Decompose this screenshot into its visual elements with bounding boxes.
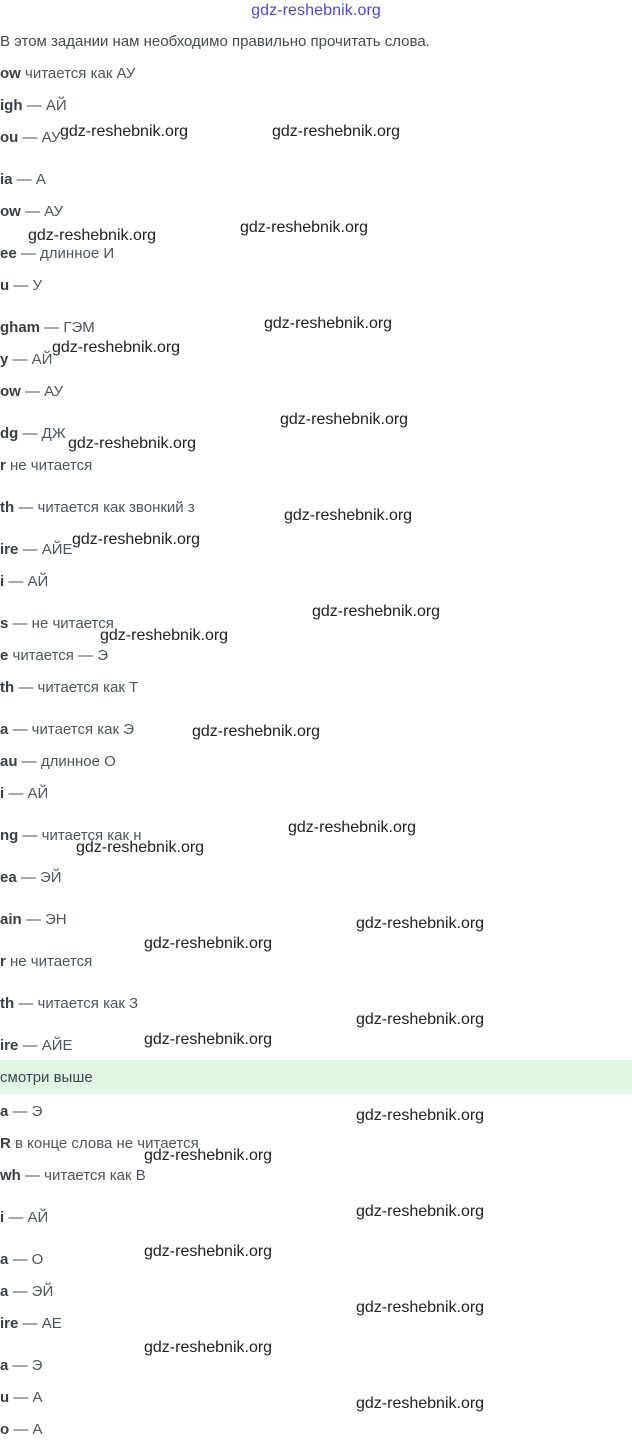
list-item	[0, 995, 138, 1012]
pronunciation: — АЙ	[4, 785, 49, 802]
pronunciation: — Э	[8, 1103, 43, 1120]
list-item	[0, 277, 42, 294]
letter-combination: r	[0, 457, 6, 474]
list-item	[0, 425, 66, 442]
watermark: gdz-reshebnik.org	[68, 435, 197, 452]
list-item	[0, 869, 62, 886]
list-item	[0, 785, 48, 802]
list-item	[0, 615, 114, 632]
pronunciation: читается — Э	[8, 647, 109, 664]
watermark: gdz-reshebnik.org	[356, 1011, 485, 1028]
letter-combination: e	[0, 647, 9, 664]
list-item	[0, 1209, 48, 1226]
list-item	[0, 1315, 62, 1332]
pronunciation: — АЕ	[18, 1315, 62, 1332]
letter-combination: i	[0, 785, 5, 802]
letter-combination: ire	[0, 1315, 19, 1332]
pronunciation: — АЙ	[8, 351, 53, 368]
letter-combination: r	[0, 953, 6, 970]
watermark: gdz-reshebnik.org	[288, 819, 417, 836]
letter-combination: au	[0, 753, 18, 770]
pronunciation: — АЙ	[4, 573, 49, 590]
pronunciation: — ЭЙ	[8, 1283, 54, 1300]
letter-combination: ow	[0, 383, 21, 400]
list-item	[0, 499, 195, 516]
highlighted-row-text: смотри выше	[0, 1069, 93, 1086]
list-item	[0, 1389, 43, 1406]
list-item	[0, 457, 92, 474]
list-item	[0, 203, 63, 220]
pronunciation: — читается как В	[20, 1167, 146, 1184]
letter-combination: a	[0, 1103, 9, 1120]
pronunciation: — У	[9, 277, 43, 294]
letter-combination: ire	[0, 541, 19, 558]
watermark: gdz-reshebnik.org	[144, 1339, 273, 1356]
header-watermark: gdz-reshebnik.org	[251, 2, 381, 19]
pronunciation: — читается как н	[18, 827, 142, 844]
watermark: gdz-reshebnik.org	[28, 227, 157, 244]
letter-combination: u	[0, 277, 10, 294]
list-item	[0, 1421, 43, 1438]
watermark: gdz-reshebnik.org	[240, 219, 369, 236]
pronunciation: — О	[8, 1251, 44, 1268]
pronunciation: не читается	[5, 953, 93, 970]
letter-combination: ia	[0, 171, 13, 188]
pronunciation: — ДЖ	[18, 425, 66, 442]
list-item	[0, 319, 95, 336]
pronunciation: — Э	[8, 1357, 43, 1374]
letter-combination: igh	[0, 97, 23, 114]
letter-combination: a	[0, 1251, 9, 1268]
list-item	[0, 1167, 146, 1184]
letter-combination: R	[0, 1135, 11, 1152]
pronunciation: — А	[12, 171, 46, 188]
watermark: gdz-reshebnik.org	[356, 1203, 485, 1220]
list-item	[0, 383, 63, 400]
letter-combination: gham	[0, 319, 41, 336]
watermark: gdz-reshebnik.org	[312, 603, 441, 620]
intro-text: В этом задании нам необходимо правильно прочитать слова.	[0, 33, 430, 50]
watermark: gdz-reshebnik.org	[60, 123, 189, 140]
watermark: gdz-reshebnik.org	[144, 1147, 273, 1164]
pronunciation: — читается как Э	[8, 721, 134, 738]
pronunciation: — АЙЕ	[18, 1037, 73, 1054]
list-item	[0, 97, 67, 114]
watermark: gdz-reshebnik.org	[356, 1299, 485, 1316]
highlighted-row	[0, 1060, 632, 1094]
list-item	[0, 753, 116, 770]
list-item	[0, 953, 92, 970]
pronunciation: читается как АУ	[20, 65, 136, 82]
list-item	[0, 245, 114, 262]
letter-combination: a	[0, 721, 9, 738]
pronunciation: — АЙЕ	[18, 541, 73, 558]
watermark: gdz-reshebnik.org	[192, 723, 321, 740]
list-item	[0, 1037, 73, 1054]
list-item	[0, 573, 48, 590]
watermark: gdz-reshebnik.org	[264, 315, 393, 332]
letter-combination: u	[0, 1389, 10, 1406]
letter-combination: a	[0, 1283, 9, 1300]
pronunciation: — читается как З	[14, 995, 139, 1012]
letter-combination: dg	[0, 425, 19, 442]
letter-combination: i	[0, 573, 5, 590]
list-item	[0, 1251, 43, 1268]
pronunciation: — длинное О	[17, 753, 116, 770]
watermark: gdz-reshebnik.org	[144, 935, 273, 952]
pronunciation: — длинное И	[16, 245, 115, 262]
pronunciation: — АУ	[18, 129, 61, 146]
list-item	[0, 1283, 53, 1300]
list-item	[0, 351, 52, 368]
pronunciation: — ГЭМ	[40, 319, 95, 336]
pronunciation: — читается как звонкий з	[14, 499, 195, 516]
pronunciation: — читается как Т	[14, 679, 139, 696]
pronunciation: — не читается	[8, 615, 114, 632]
letter-combination: ea	[0, 869, 17, 886]
pronunciation: — ЭН	[21, 911, 67, 928]
pronunciation: не читается	[5, 457, 93, 474]
watermark: gdz-reshebnik.org	[100, 627, 229, 644]
list-item	[0, 911, 67, 928]
list-item	[0, 541, 73, 558]
list-item	[0, 65, 135, 82]
letter-combination: th	[0, 995, 15, 1012]
watermark: gdz-reshebnik.org	[356, 1395, 485, 1412]
list-item	[0, 129, 61, 146]
list-item	[0, 1103, 42, 1120]
list-item	[0, 647, 108, 664]
pronunciation: — АУ	[20, 203, 64, 220]
watermark: gdz-reshebnik.org	[52, 339, 181, 356]
watermark: gdz-reshebnik.org	[272, 123, 401, 140]
letter-combination: ain	[0, 911, 22, 928]
letter-combination: ow	[0, 65, 21, 82]
list-item	[0, 171, 46, 188]
watermark: gdz-reshebnik.org	[144, 1243, 273, 1260]
watermark: gdz-reshebnik.org	[356, 915, 485, 932]
list-item	[0, 1357, 42, 1374]
letter-combination: th	[0, 679, 15, 696]
letter-combination: ou	[0, 129, 19, 146]
watermark: gdz-reshebnik.org	[72, 531, 201, 548]
list-item	[0, 679, 138, 696]
watermark: gdz-reshebnik.org	[356, 1107, 485, 1124]
watermark: gdz-reshebnik.org	[144, 1031, 273, 1048]
letter-combination: a	[0, 1357, 9, 1374]
letter-combination: wh	[0, 1167, 21, 1184]
pronunciation: — АЙ	[22, 97, 67, 114]
letter-combination: th	[0, 499, 15, 516]
pronunciation: — А	[9, 1389, 43, 1406]
letter-combination: o	[0, 1421, 10, 1438]
list-item	[0, 721, 134, 738]
watermark: gdz-reshebnik.org	[280, 411, 409, 428]
letter-combination: ire	[0, 1037, 19, 1054]
pronunciation: в конце слова не читается	[10, 1135, 199, 1152]
pronunciation: — ЭЙ	[16, 869, 62, 886]
letter-combination: ow	[0, 203, 21, 220]
pronunciation: — А	[9, 1421, 43, 1438]
letter-combination: y	[0, 351, 9, 368]
letter-combination: i	[0, 1209, 5, 1226]
watermark: gdz-reshebnik.org	[76, 839, 205, 856]
pronunciation: — АУ	[20, 383, 64, 400]
watermark: gdz-reshebnik.org	[284, 507, 413, 524]
letter-combination: s	[0, 615, 9, 632]
pronunciation: — АЙ	[4, 1209, 49, 1226]
letter-combination: ee	[0, 245, 17, 262]
letter-combination: ng	[0, 827, 19, 844]
